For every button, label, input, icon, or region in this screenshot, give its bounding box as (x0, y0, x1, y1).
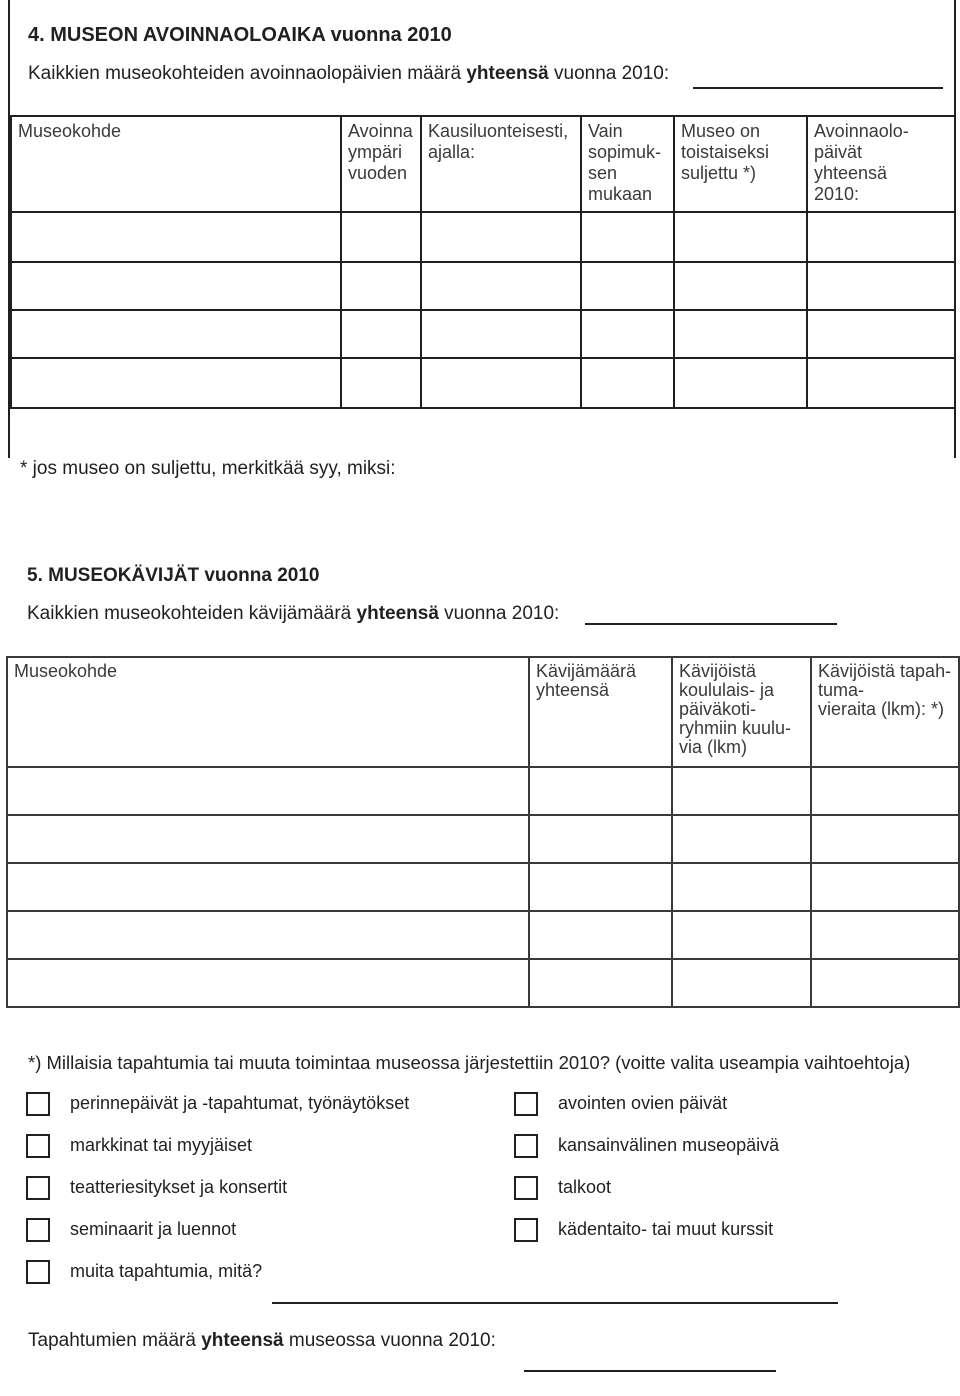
header-text: Kävijöistä tapah- (818, 661, 952, 681)
section5-total-field[interactable] (585, 623, 837, 625)
header-text: Kausiluonteisesti, (428, 121, 569, 141)
header-text: Museokohde (18, 121, 122, 141)
header-text: toistaiseksi (681, 142, 770, 162)
table-cell-input[interactable] (341, 358, 421, 408)
checkbox[interactable] (26, 1260, 50, 1284)
header-text: vuoden (348, 163, 408, 183)
table-cell-input[interactable] (581, 358, 674, 408)
opening-hours-header-cell (341, 116, 421, 212)
table-cell-input[interactable] (7, 959, 529, 1007)
checkbox-label: muita tapahtumia, mitä? (70, 1261, 263, 1281)
table-cell-input[interactable] (341, 262, 421, 310)
closed-reason-label: * jos museo on suljettu, merkitkää syy, miksi: (20, 458, 396, 479)
table-cell-input[interactable] (7, 767, 529, 815)
table-cell-input[interactable] (529, 815, 672, 863)
table-cell-input[interactable] (529, 911, 672, 959)
section4-total-suffix: vuonna 2010: (548, 63, 670, 84)
header-text: sen (588, 163, 618, 183)
opening-hours-header-cell (421, 116, 581, 212)
table-cell-input[interactable] (421, 358, 581, 408)
checkbox[interactable] (26, 1218, 50, 1242)
table-cell-input[interactable] (7, 815, 529, 863)
section4-total-prefix: Kaikkien museokohteiden avoinnaolopäivien määrä (28, 63, 467, 84)
header-text: Kävijöistä (679, 661, 757, 681)
events-question: *) Millaisia tapahtumia tai muuta toimintaa museossa järjestettiin 2010? (voitte valita useampia vaihtoehtoja) (28, 1052, 911, 1073)
table-cell-input[interactable] (529, 959, 672, 1007)
table-cell-input[interactable] (341, 310, 421, 358)
table-cell-input[interactable] (672, 815, 811, 863)
table-row (7, 815, 959, 863)
events-total-prefix: Tapahtumien määrä (28, 1330, 202, 1351)
section5-total-prefix: Kaikkien museokohteiden kävijämäärä (27, 603, 357, 624)
section5-total-bold: yhteensä (356, 603, 439, 624)
checkbox-label: markkinat tai myyjäiset (70, 1135, 253, 1155)
events-total-suffix: museossa vuonna 2010: (283, 1330, 496, 1351)
table-cell-input[interactable] (581, 262, 674, 310)
table-cell-input[interactable] (811, 815, 959, 863)
table-cell-input[interactable] (421, 310, 581, 358)
checkbox[interactable] (26, 1134, 50, 1158)
table-cell-input[interactable] (529, 767, 672, 815)
checkbox-label: seminaarit ja luennot (70, 1219, 237, 1239)
visitors-header-cell (811, 657, 959, 767)
table-cell-input[interactable] (11, 212, 341, 262)
section4-total-bold: yhteensä (466, 63, 549, 84)
opening-hours-header-cell (807, 116, 955, 212)
checkbox-label: talkoot (558, 1177, 612, 1197)
visitors-header-row (7, 657, 959, 767)
header-text: koululais- ja (679, 680, 775, 700)
checkbox-label: teatteriesitykset ja konsertit (70, 1177, 288, 1197)
table-cell-input[interactable] (672, 959, 811, 1007)
header-text: mukaan (588, 184, 653, 204)
table-cell-input[interactable] (672, 863, 811, 911)
checkbox[interactable] (26, 1092, 50, 1116)
checkbox[interactable] (26, 1176, 50, 1200)
events-total-label (28, 1330, 496, 1352)
table-cell-input[interactable] (807, 212, 955, 262)
header-text: ajalla: (428, 142, 476, 162)
checkbox[interactable] (514, 1092, 538, 1116)
header-text: 2010: (814, 184, 860, 204)
header-text: vieraita (lkm): *) (818, 699, 945, 719)
checkbox[interactable] (514, 1218, 538, 1242)
table-row (7, 767, 959, 815)
checkbox-label: kansainvälinen museopäivä (558, 1135, 780, 1155)
checkbox-label: perinnepäivät ja -tapahtumat, työnäytökset (70, 1093, 410, 1113)
section4-heading: 4. MUSEON AVOINNAOLOAIKA vuonna 2010 (28, 24, 452, 46)
table-cell-input[interactable] (807, 310, 955, 358)
table-cell-input[interactable] (807, 262, 955, 310)
header-text: Avoinna (348, 121, 413, 141)
table-row (7, 863, 959, 911)
table-cell-input[interactable] (11, 358, 341, 408)
events-total-field[interactable] (524, 1370, 776, 1372)
table-cell-input[interactable] (341, 212, 421, 262)
table-row (7, 911, 959, 959)
table-cell-input[interactable] (674, 212, 807, 262)
header-text: sopimuk- (588, 142, 662, 162)
table-cell-input[interactable] (811, 767, 959, 815)
table-cell-input[interactable] (674, 310, 807, 358)
header-text: ryhmiin kuulu- (679, 718, 792, 738)
table-cell-input[interactable] (581, 212, 674, 262)
header-text: yhteensä (536, 680, 610, 700)
table-cell-input[interactable] (421, 212, 581, 262)
header-text: tuma- (818, 680, 865, 700)
table-cell-input[interactable] (811, 863, 959, 911)
events-total-bold: yhteensä (201, 1330, 284, 1351)
section4-total-label (28, 63, 669, 85)
header-text: suljettu *) (681, 163, 757, 183)
table-cell-input[interactable] (11, 310, 341, 358)
table-cell-input[interactable] (811, 911, 959, 959)
checkbox-label: kädentaito- tai muut kurssit (558, 1219, 774, 1239)
header-text: via (lkm) (679, 737, 747, 757)
table-cell-input[interactable] (11, 262, 341, 310)
table-row (11, 262, 955, 310)
opening-hours-header-cell (581, 116, 674, 212)
header-text: yhteensä (814, 163, 888, 183)
opening-hours-header-cell (11, 116, 341, 212)
table-cell-input[interactable] (672, 911, 811, 959)
table-row (11, 358, 955, 408)
table-cell-input[interactable] (7, 911, 529, 959)
table-cell-input[interactable] (674, 262, 807, 310)
header-text: Kävijämäärä (536, 661, 637, 681)
section5-heading: 5. MUSEOKÄVIJÄT vuonna 2010 (27, 565, 320, 586)
visitors-table (6, 656, 960, 1008)
section4-total-field[interactable] (693, 87, 943, 89)
other-events-field[interactable] (272, 1302, 838, 1304)
header-text: ympäri (348, 142, 403, 162)
checkbox-label: avointen ovien päivät (558, 1093, 728, 1113)
opening-hours-header-row (11, 116, 955, 212)
header-text: päivät (814, 142, 863, 162)
header-text: Avoinnaolo- (814, 121, 909, 141)
table-cell-input[interactable] (421, 262, 581, 310)
visitors-header-cell (529, 657, 672, 767)
table-cell-input[interactable] (581, 310, 674, 358)
table-row (11, 212, 955, 262)
header-text: Museo on (681, 121, 761, 141)
header-text: päiväkoti- (679, 699, 757, 719)
table-cell-input[interactable] (811, 959, 959, 1007)
table-cell-input[interactable] (674, 358, 807, 408)
header-text: Museokohde (14, 661, 118, 681)
section5-total-label (27, 603, 559, 625)
checkbox[interactable] (514, 1134, 538, 1158)
table-cell-input[interactable] (529, 863, 672, 911)
opening-hours-header-cell (674, 116, 807, 212)
visitors-header-cell (672, 657, 811, 767)
visitors-header-cell (7, 657, 529, 767)
table-cell-input[interactable] (672, 767, 811, 815)
header-text: Vain (588, 121, 623, 141)
table-row (7, 959, 959, 1007)
table-cell-input[interactable] (807, 358, 955, 408)
opening-hours-table (10, 115, 956, 409)
checkbox[interactable] (514, 1176, 538, 1200)
table-cell-input[interactable] (7, 863, 529, 911)
section5-total-suffix: vuonna 2010: (438, 603, 560, 624)
table-row (11, 310, 955, 358)
